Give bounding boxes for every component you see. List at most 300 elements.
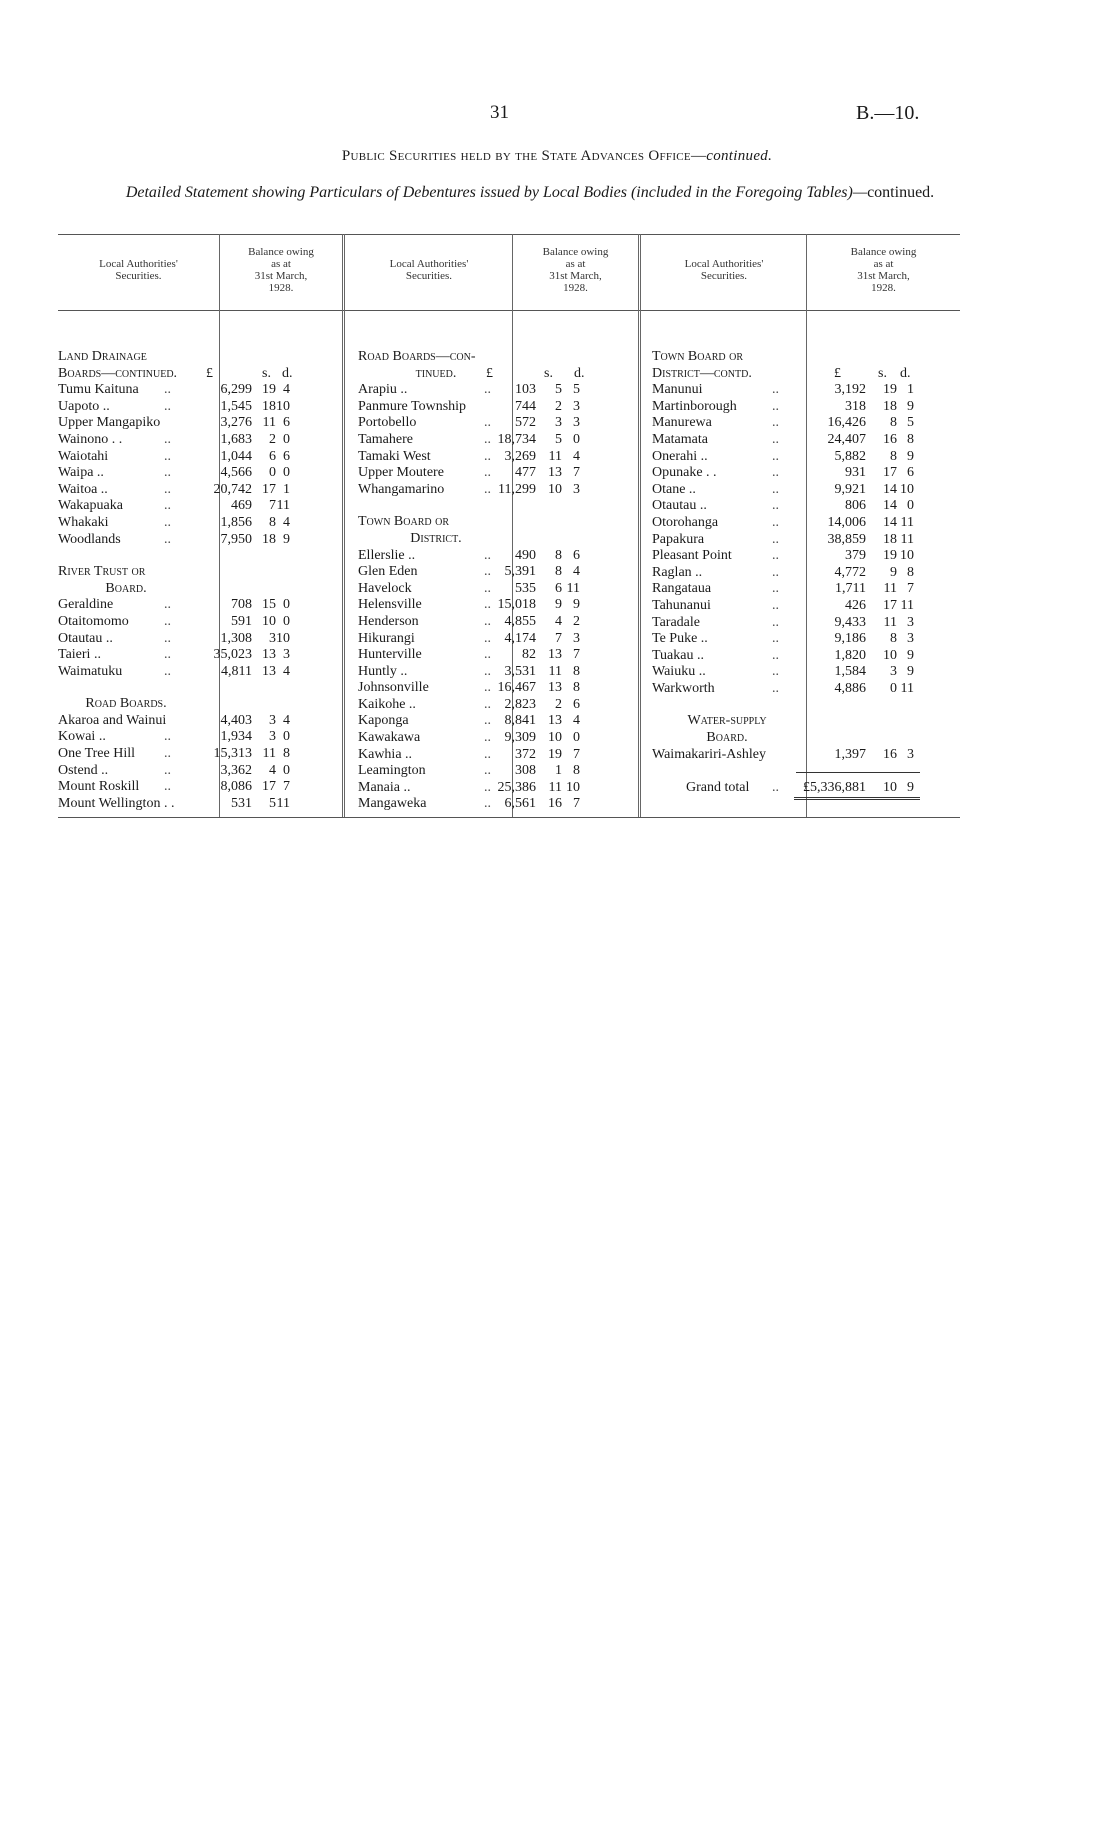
shillings-value: 11 — [548, 779, 562, 795]
authority-name: Mount Roskill — [58, 779, 140, 795]
table-row — [58, 614, 342, 631]
page-number: 31 — [490, 102, 509, 123]
pence-value: 11 — [276, 498, 290, 514]
table-row — [358, 415, 638, 432]
authority-name: Wakapuaka — [58, 498, 123, 514]
authority-name: Otane .. — [652, 481, 696, 497]
leader-dots: .. — [484, 779, 491, 795]
leader-dots: .. — [164, 729, 171, 745]
pence-value: 6 — [573, 696, 580, 712]
pence-value: 1 — [283, 481, 290, 497]
pounds-value: 2,823 — [504, 696, 536, 712]
pence-value: 8 — [907, 431, 914, 447]
shillings-value: 13 — [262, 663, 276, 679]
authority-name: Havelock — [358, 580, 412, 596]
authority-name: Pleasant Point — [652, 548, 732, 564]
group-heading — [652, 349, 960, 366]
shillings-value: 9 — [555, 597, 562, 613]
group-heading — [358, 514, 638, 531]
pounds-value: 18,734 — [497, 431, 536, 447]
table-row — [58, 498, 342, 515]
leader-dots: .. — [164, 398, 171, 414]
pounds-value: 9,186 — [834, 631, 866, 647]
pounds-value: 4,886 — [834, 680, 866, 696]
table-row — [358, 449, 638, 466]
table-row — [358, 482, 638, 499]
shillings-value: 11 — [548, 448, 562, 464]
table-row — [58, 746, 342, 763]
table-row — [652, 415, 960, 432]
authority-name: Kowai .. — [58, 729, 106, 745]
pence-value: 6 — [283, 448, 290, 464]
table-row — [358, 796, 638, 813]
pence-value: 1 — [907, 382, 914, 398]
authority-name: Raglan .. — [652, 564, 703, 580]
pounds-value: 1,545 — [220, 398, 252, 414]
authority-name: Tuakau .. — [652, 647, 704, 663]
authority-name: Kaponga — [358, 713, 409, 729]
table-row — [652, 648, 960, 665]
group-heading — [652, 730, 960, 747]
pounds-value: 1,856 — [220, 514, 252, 530]
authority-name: Grand total — [686, 779, 750, 795]
pence-value: 0 — [283, 729, 290, 745]
shillings-value: 16 — [548, 796, 562, 812]
authority-name: Tamahere — [358, 431, 413, 447]
pence-value: 3 — [907, 614, 914, 630]
shillings-value: 8 — [890, 448, 897, 464]
authority-name: Hunterville — [358, 647, 422, 663]
column-divider — [638, 234, 641, 817]
header-securities: Local Authorities' Securities. — [99, 258, 178, 282]
table-row — [652, 565, 960, 582]
authority-name: Tamaki West — [358, 448, 431, 464]
pounds-value: 490 — [515, 547, 536, 563]
row-spacer — [58, 548, 342, 564]
pounds-value: £5,336,881 — [803, 779, 866, 795]
authority-name: Upper Moutere — [358, 465, 444, 481]
table-row — [358, 647, 638, 664]
shillings-value: 11 — [883, 614, 897, 630]
pence-value: 6 — [907, 465, 914, 481]
shillings-value: 5 — [269, 795, 276, 811]
authority-name: Portobello — [358, 415, 417, 431]
table-row — [58, 415, 342, 432]
table-row — [58, 597, 342, 614]
leader-dots: .. — [772, 514, 779, 530]
leader-dots: .. — [164, 613, 171, 629]
pence-value: 4 — [283, 712, 290, 728]
table-row — [652, 615, 960, 632]
authority-name: Ostend .. — [58, 762, 109, 778]
shillings-value: 7 — [269, 498, 276, 514]
group-heading-text: Board. — [105, 580, 147, 596]
shillings-value: 2 — [555, 696, 562, 712]
shillings-value: 16 — [883, 431, 897, 447]
leader-dots: .. — [772, 465, 779, 481]
pence-value: 7 — [283, 779, 290, 795]
table-row — [358, 548, 638, 565]
pounds-value: 14,006 — [827, 514, 866, 530]
shillings-value: 19 — [262, 382, 276, 398]
table-row — [358, 465, 638, 482]
authority-name: Papakura — [652, 531, 705, 547]
table-row — [652, 515, 960, 532]
leader-dots: .. — [484, 763, 491, 779]
authority-name: Waiuku .. — [652, 664, 706, 680]
subtitle-text: Detailed Statement showing Particulars of Debentures issued by Local Bodies (included in the Foregoing Tables)— — [125, 184, 868, 201]
leader-dots: .. — [484, 481, 491, 497]
shillings-value: 17 — [262, 481, 276, 497]
pence-value: 0 — [283, 465, 290, 481]
authority-name: Waitoa .. — [58, 481, 108, 497]
pence-value: 10 — [276, 630, 290, 646]
shillings-value: 18 — [883, 398, 897, 414]
authority-name: One Tree Hill — [58, 746, 135, 762]
authority-name: Onerahi .. — [652, 448, 708, 464]
document-reference: B.—10. — [856, 102, 920, 124]
group-heading-text: Town Board or — [652, 349, 743, 364]
table-row — [58, 465, 342, 482]
shillings-value: 5 — [555, 382, 562, 398]
pounds-value: 5,391 — [504, 564, 536, 580]
shillings-value: 4 — [269, 762, 276, 778]
pounds-value: 9,921 — [834, 481, 866, 497]
pounds-value: 4,403 — [220, 712, 252, 728]
page-subtitle — [60, 182, 1000, 204]
pence-value: 9 — [573, 597, 580, 613]
group-heading — [358, 349, 638, 366]
leader-dots: .. — [772, 481, 779, 497]
authority-name: Arapiu .. — [358, 382, 408, 398]
pence-value: 10 — [900, 481, 914, 497]
shilling-label: s. — [878, 365, 887, 381]
pounds-value: 11,299 — [498, 481, 536, 497]
pounds-value: 318 — [845, 398, 866, 414]
authority-name: Tahunanui — [652, 597, 711, 613]
pounds-value: 15,018 — [497, 597, 536, 613]
leader-dots: .. — [484, 613, 491, 629]
table-row — [652, 747, 960, 764]
pence-value: 5 — [573, 382, 580, 398]
pounds-value: 9,433 — [834, 614, 866, 630]
authority-name: Uapoto .. — [58, 398, 110, 414]
header-balance: Balance owing as at 31st March, 1928. — [248, 246, 314, 294]
group-heading — [58, 696, 342, 713]
pence-value: 8 — [283, 746, 290, 762]
pound-sign: £ — [486, 365, 493, 381]
pounds-value: 16,426 — [827, 415, 866, 431]
leader-dots: .. — [484, 680, 491, 696]
shillings-value: 8 — [269, 514, 276, 530]
pounds-value: 1,711 — [835, 581, 866, 597]
table-row — [358, 614, 638, 631]
row-spacer — [58, 333, 342, 349]
pence-label: d. — [282, 365, 293, 381]
shillings-value: 13 — [262, 647, 276, 663]
table-row — [652, 548, 960, 565]
table-column-3 — [652, 333, 960, 796]
shillings-value: 3 — [555, 415, 562, 431]
leader-dots: .. — [772, 631, 779, 647]
authority-name: Waimakariri-Ashley — [652, 746, 766, 762]
table-row — [58, 796, 342, 813]
leader-dots: .. — [164, 465, 171, 481]
pounds-value: 8,086 — [220, 779, 252, 795]
group-heading-text: Boards—continued. — [58, 365, 178, 381]
authority-name: Kawhia .. — [358, 746, 413, 762]
table-row — [58, 515, 342, 532]
pounds-value: 1,934 — [220, 729, 252, 745]
pence-value: 2 — [573, 613, 580, 629]
authority-name: Waiotahi — [58, 448, 109, 464]
leader-dots: .. — [164, 597, 171, 613]
pounds-value: 744 — [515, 398, 536, 414]
table-row — [358, 747, 638, 764]
table-row — [58, 482, 342, 499]
authority-name: Waipa .. — [58, 465, 104, 481]
shilling-label: s. — [544, 365, 553, 381]
pence-value: 4 — [573, 713, 580, 729]
pence-value: 9 — [907, 664, 914, 680]
pounds-value: 8,841 — [504, 713, 536, 729]
leader-dots: .. — [484, 696, 491, 712]
group-heading-text: River Trust or — [58, 564, 146, 580]
table-row — [652, 382, 960, 399]
table-row — [652, 598, 960, 615]
leader-dots: .. — [484, 796, 491, 812]
pence-value: 9 — [907, 647, 914, 663]
shillings-value: 13 — [548, 465, 562, 481]
table-row — [652, 681, 960, 698]
authority-name: Whakaki — [58, 514, 109, 530]
pence-value: 3 — [573, 630, 580, 646]
pounds-value: 469 — [231, 498, 252, 514]
leader-dots: .. — [484, 663, 491, 679]
authority-name: Manaia .. — [358, 779, 411, 795]
title-main: Public Securities held by the State Advances Office— — [341, 148, 707, 164]
authority-name: Otorohanga — [652, 514, 719, 530]
row-spacer — [652, 697, 960, 713]
leader-dots: .. — [484, 431, 491, 447]
authority-name: Kaikohe .. — [358, 696, 416, 712]
leader-dots: .. — [164, 498, 171, 514]
authority-name: Whangamarino — [358, 481, 445, 497]
pounds-value: 5,882 — [834, 448, 866, 464]
authority-name: Henderson — [358, 613, 419, 629]
pence-value: 7 — [573, 647, 580, 663]
shillings-value: 3 — [269, 712, 276, 728]
row-spacer — [58, 680, 342, 696]
shillings-value: 15 — [262, 597, 276, 613]
pounds-value: 6,561 — [504, 796, 536, 812]
pounds-value: 531 — [231, 795, 252, 811]
table-row — [358, 697, 638, 714]
pounds-value: 1,308 — [220, 630, 252, 646]
pence-value: 3 — [573, 415, 580, 431]
table-row — [58, 449, 342, 466]
pounds-value: 572 — [515, 415, 536, 431]
table-row — [358, 382, 638, 399]
leader-dots: .. — [772, 597, 779, 613]
shillings-value: 6 — [269, 448, 276, 464]
shillings-value: 18 — [262, 531, 276, 547]
group-heading-text: tinued. — [415, 365, 457, 381]
group-heading — [58, 366, 342, 383]
pence-value: 9 — [907, 448, 914, 464]
leader-dots: .. — [772, 664, 779, 680]
authority-name: Upper Mangapiko — [58, 415, 161, 431]
authority-name: Akaroa and Wainui — [58, 712, 167, 728]
table-row — [358, 597, 638, 614]
leader-dots: .. — [484, 597, 491, 613]
pence-value: 4 — [573, 448, 580, 464]
table-row — [652, 399, 960, 416]
shillings-value: 11 — [262, 746, 276, 762]
group-heading — [358, 366, 638, 383]
shillings-value: 10 — [548, 730, 562, 746]
authority-name: Glen Eden — [358, 564, 418, 580]
pounds-value: 535 — [515, 580, 536, 596]
pounds-value: 35,023 — [213, 647, 252, 663]
shillings-value: 2 — [269, 431, 276, 447]
pence-value: 11 — [566, 580, 580, 596]
table-row — [358, 564, 638, 581]
header-securities: Local Authorities' Securities. — [389, 258, 469, 282]
shillings-value: 6 — [555, 580, 562, 596]
table-row — [58, 631, 342, 648]
shillings-value: 0 — [269, 465, 276, 481]
leader-dots: .. — [164, 663, 171, 679]
leader-dots: .. — [772, 680, 779, 696]
table-row — [652, 664, 960, 681]
shillings-value: 1 — [555, 763, 562, 779]
authority-name: Taieri .. — [58, 647, 101, 663]
pounds-value: 3,362 — [220, 762, 252, 778]
shillings-value: 14 — [883, 514, 897, 530]
debentures-table — [58, 234, 960, 818]
group-heading-text: Water-supply — [687, 713, 767, 729]
table-row — [58, 729, 342, 746]
table-row — [58, 779, 342, 796]
pence-value: 10 — [900, 548, 914, 564]
grand-total-row — [652, 780, 960, 797]
pounds-value: 931 — [845, 465, 866, 481]
leader-dots: .. — [164, 382, 171, 398]
pence-value: 0 — [283, 597, 290, 613]
pence-value: 10 — [276, 398, 290, 414]
authority-name: Otautau .. — [652, 498, 707, 514]
shillings-value: 3 — [890, 664, 897, 680]
group-heading — [58, 564, 342, 581]
shillings-value: 18 — [883, 531, 897, 547]
pence-value: 7 — [573, 746, 580, 762]
pounds-value: 379 — [845, 548, 866, 564]
pence-value: 6 — [283, 415, 290, 431]
pence-value: 4 — [573, 564, 580, 580]
pence-value: 9 — [907, 398, 914, 414]
pounds-value: 4,811 — [221, 663, 252, 679]
shillings-value: 13 — [548, 647, 562, 663]
pounds-value: 15,313 — [213, 746, 252, 762]
table-row — [58, 763, 342, 780]
leader-dots: .. — [772, 647, 779, 663]
leader-dots: .. — [484, 713, 491, 729]
pounds-value: 1,584 — [834, 664, 866, 680]
leader-dots: .. — [484, 448, 491, 464]
group-heading — [652, 366, 960, 383]
leader-dots: .. — [772, 581, 779, 597]
pounds-value: 477 — [515, 465, 536, 481]
pounds-value: 372 — [515, 746, 536, 762]
authority-name: Leamington — [358, 763, 426, 779]
leader-dots: .. — [164, 514, 171, 530]
shillings-value: 0 — [890, 680, 897, 696]
pounds-value: 38,859 — [827, 531, 866, 547]
pence-value: 5 — [907, 415, 914, 431]
pence-value: 7 — [573, 796, 580, 812]
table-row — [652, 581, 960, 598]
shillings-value: 10 — [548, 481, 562, 497]
leader-dots: .. — [484, 547, 491, 563]
pence-value: 3 — [573, 481, 580, 497]
group-heading — [58, 349, 342, 366]
pence-value: 4 — [283, 514, 290, 530]
row-spacer — [358, 498, 638, 514]
table-row — [358, 631, 638, 648]
pence-value: 0 — [283, 431, 290, 447]
group-heading — [358, 531, 638, 548]
pounds-value: 308 — [515, 763, 536, 779]
pounds-value: 82 — [522, 647, 536, 663]
table-row — [652, 482, 960, 499]
leader-dots: .. — [484, 730, 491, 746]
leader-dots: .. — [484, 382, 491, 398]
pounds-value: 1,820 — [834, 647, 866, 663]
pounds-value: 4,566 — [220, 465, 252, 481]
shillings-value: 5 — [555, 431, 562, 447]
leader-dots: .. — [772, 779, 779, 795]
leader-dots: .. — [772, 548, 779, 564]
leader-dots: .. — [484, 580, 491, 596]
leader-dots: .. — [484, 746, 491, 762]
shillings-value: 14 — [883, 481, 897, 497]
leader-dots: .. — [164, 746, 171, 762]
pounds-value: 3,192 — [834, 382, 866, 398]
authority-name: Panmure Township — [358, 398, 467, 414]
shillings-value: 18 — [262, 398, 276, 414]
shilling-label: s. — [262, 365, 271, 381]
authority-name: Martinborough — [652, 398, 737, 414]
table-row — [58, 432, 342, 449]
table-row — [58, 399, 342, 416]
subtitle-continued: continued. — [867, 184, 935, 201]
pounds-value: 4,174 — [504, 630, 536, 646]
pounds-value: 7,950 — [220, 531, 252, 547]
pence-label: d. — [574, 365, 585, 381]
authority-name: Hikurangi — [358, 630, 415, 646]
table-top-rule — [58, 234, 960, 235]
pence-value: 7 — [907, 581, 914, 597]
group-heading-text: District. — [410, 530, 462, 546]
table-row — [58, 713, 342, 730]
authority-name: Woodlands — [58, 531, 121, 547]
authority-name: Mangaweka — [358, 796, 427, 812]
shillings-value: 19 — [548, 746, 562, 762]
authority-name: Waimatuku — [58, 663, 123, 679]
authority-name: Tumu Kaituna — [58, 382, 139, 398]
authority-name: Johnsonville — [358, 680, 429, 696]
